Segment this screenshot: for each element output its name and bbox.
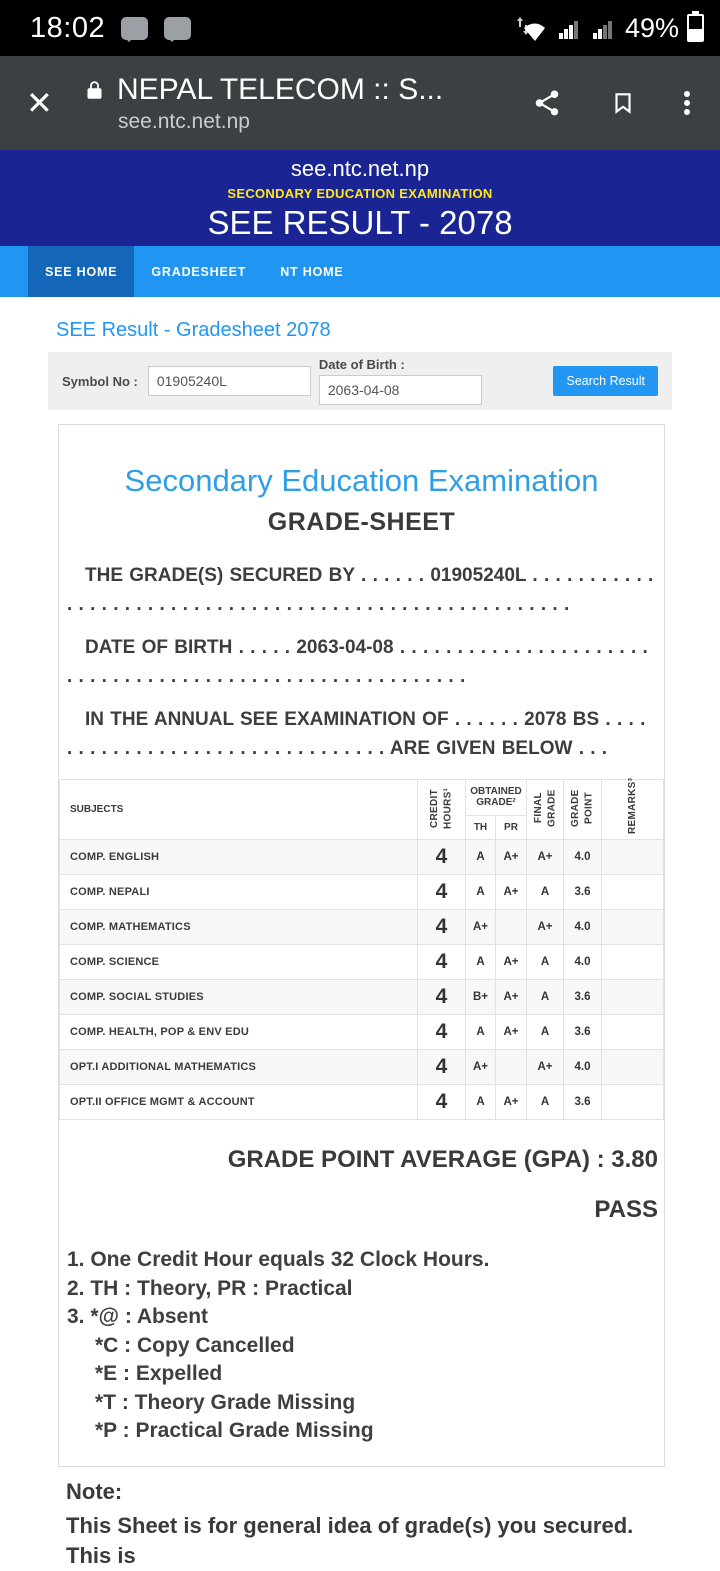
- bookmark-icon[interactable]: [610, 87, 636, 119]
- legend-notes: [59, 1246, 664, 1446]
- grade-point-cell: 4.0: [564, 910, 602, 945]
- secured-by-line: THE GRADE(S) SECURED BY . . . . . . 01905240L . . . . . . . . . . . . . . . . . . . . . . . . . . . . . . . . . . . . . . . . . . . . . . . . . . . . . . .: [67, 565, 654, 615]
- credit-cell: 4: [418, 1085, 466, 1120]
- pr-grade-cell: [496, 1050, 527, 1085]
- final-grade-cell: A: [527, 1085, 564, 1120]
- wifi-icon: [513, 15, 547, 42]
- dob-input[interactable]: [319, 375, 482, 405]
- remarks-cell: [602, 1050, 664, 1085]
- site-tagline: SECONDARY EDUCATION EXAMINATION: [227, 186, 493, 201]
- pr-grade-cell: A+: [496, 875, 527, 910]
- subject-cell: COMP. NEPALI: [60, 875, 418, 910]
- grade-point-cell: 4.0: [564, 945, 602, 980]
- credit-cell: 4: [418, 910, 466, 945]
- table-row: [60, 1050, 664, 1085]
- footer-note: [58, 1479, 665, 1571]
- final-grade-cell: A: [527, 980, 564, 1015]
- page-heading-link[interactable]: SEE Result - Gradesheet 2078: [56, 319, 331, 341]
- pr-grade-cell: [496, 910, 527, 945]
- site-domain: see.ntc.net.np: [290, 156, 430, 181]
- col-header-final-grade: FINAL GRADE: [527, 780, 564, 840]
- note-line: 1. One Credit Hour equals 32 Clock Hours.: [67, 1248, 490, 1271]
- final-grade-cell: A: [527, 875, 564, 910]
- gpa-line: GRADE POINT AVERAGE (GPA) : 3.80: [227, 1146, 658, 1173]
- subject-cell: COMP. SOCIAL STUDIES: [60, 980, 418, 1015]
- lock-icon: [84, 77, 105, 103]
- table-row: [60, 875, 664, 910]
- th-grade-cell: A: [466, 840, 496, 875]
- grade-point-cell: 3.6: [564, 1085, 602, 1120]
- browser-page-title: NEPAL TELECOM :: S...: [117, 72, 444, 106]
- gradesheet-card: [58, 424, 665, 1467]
- note-text: This Sheet is for general idea of grade(s) you secured. This is: [66, 1512, 634, 1568]
- site-header: [0, 150, 720, 246]
- final-grade-cell: A: [527, 1015, 564, 1050]
- credit-cell: 4: [418, 1015, 466, 1050]
- nav-tab-nt-home[interactable]: NT HOME: [280, 264, 344, 279]
- grade-point-cell: 3.6: [564, 980, 602, 1015]
- remarks-cell: [602, 840, 664, 875]
- credit-cell: 4: [418, 840, 466, 875]
- table-row: [60, 980, 664, 1015]
- nav-tab-gradesheet[interactable]: GRADESHEET: [151, 264, 247, 279]
- subject-cell: COMP. ENGLISH: [60, 840, 418, 875]
- col-header-subjects: SUBJECTS: [60, 780, 418, 840]
- th-grade-cell: B+: [466, 980, 496, 1015]
- pr-grade-cell: A+: [496, 840, 527, 875]
- th-grade-cell: A: [466, 875, 496, 910]
- exam-line: IN THE ANNUAL SEE EXAMINATION OF . . . . . . 2078 BS . . . . . . . . . . . . . . . . . . . . . . . . . . . . . . . . ARE GIVEN BELOW . . .: [67, 709, 646, 759]
- credit-cell: 4: [418, 945, 466, 980]
- grades-table: [59, 779, 664, 1120]
- message-icon: [121, 17, 148, 40]
- note-label: Note:: [66, 1478, 123, 1504]
- battery-icon: [687, 14, 704, 42]
- th-grade-cell: A+: [466, 1050, 496, 1085]
- page-title-block[interactable]: [84, 73, 484, 134]
- th-grade-cell: A: [466, 1015, 496, 1050]
- pr-grade-cell: A+: [496, 1015, 527, 1050]
- note-line: *P : Practical Grade Missing: [95, 1419, 374, 1442]
- credit-cell: 4: [418, 1050, 466, 1085]
- cell-signal-icon: [591, 15, 615, 41]
- note-line: *T : Theory Grade Missing: [95, 1390, 356, 1414]
- note-line: 3. *@ : Absent: [67, 1305, 209, 1328]
- search-result-button[interactable]: Search Result: [553, 366, 658, 396]
- site-title: SEE RESULT - 2078: [207, 204, 513, 241]
- col-header-credit-hours: CREDIT HOURS¹: [418, 780, 466, 840]
- th-grade-cell: A: [466, 945, 496, 980]
- col-header-obtained-grade: OBTAINED GRADE²: [466, 780, 527, 816]
- subject-cell: COMP. SCIENCE: [60, 945, 418, 980]
- credit-cell: 4: [418, 875, 466, 910]
- note-line: *E : Expelled: [95, 1362, 223, 1385]
- subject-cell: OPT.I ADDITIONAL MATHEMATICS: [60, 1050, 418, 1085]
- gradesheet-subtitle: GRADE-SHEET: [267, 508, 456, 536]
- symbol-no-input[interactable]: [148, 366, 311, 396]
- cell-signal-icon: [557, 15, 581, 41]
- credit-cell: 4: [418, 980, 466, 1015]
- subject-cell: COMP. MATHEMATICS: [60, 910, 418, 945]
- close-icon[interactable]: ✕: [26, 85, 53, 121]
- table-row: [60, 840, 664, 875]
- col-header-grade-point: GRADE POINT: [564, 780, 602, 840]
- grade-point-cell: 4.0: [564, 840, 602, 875]
- subject-cell: OPT.II OFFICE MGMT & ACCOUNT: [60, 1085, 418, 1120]
- th-grade-cell: A+: [466, 910, 496, 945]
- final-grade-cell: A+: [527, 1050, 564, 1085]
- dob-line: DATE OF BIRTH . . . . . 2063-04-08 . . . . . . . . . . . . . . . . . . . . . . . . . . . . . . . . . . . . . . . . . . . . . . . . . . . . . . . . .: [67, 637, 648, 687]
- message-icon: [164, 17, 191, 40]
- remarks-cell: [602, 1085, 664, 1120]
- remarks-cell: [602, 945, 664, 980]
- grade-point-cell: 3.6: [564, 1015, 602, 1050]
- remarks-cell: [602, 875, 664, 910]
- remarks-cell: [602, 980, 664, 1015]
- pr-grade-cell: A+: [496, 980, 527, 1015]
- battery-percent: 49%: [624, 12, 679, 43]
- status-bar: [0, 0, 720, 56]
- gradesheet-title: Secondary Education Examination: [124, 463, 599, 498]
- final-grade-cell: A+: [527, 840, 564, 875]
- final-grade-cell: A+: [527, 910, 564, 945]
- nav-tab-see-home[interactable]: SEE HOME: [28, 246, 134, 297]
- table-row: [60, 1015, 664, 1050]
- symbol-no-label: Symbol No :: [62, 373, 138, 389]
- pr-grade-cell: A+: [496, 945, 527, 980]
- note-line: *C : Copy Cancelled: [95, 1333, 295, 1357]
- col-header-pr: PR: [496, 815, 527, 839]
- remarks-cell: [602, 1015, 664, 1050]
- dob-group: [319, 357, 482, 405]
- pr-grade-cell: A+: [496, 1085, 527, 1120]
- result-status: PASS: [594, 1196, 658, 1223]
- table-row: [60, 1085, 664, 1120]
- col-header-th: TH: [466, 815, 496, 839]
- share-icon[interactable]: [532, 87, 562, 119]
- table-row: [60, 910, 664, 945]
- note-line: 2. TH : Theory, PR : Practical: [67, 1276, 353, 1300]
- browser-toolbar: [0, 56, 720, 150]
- grade-point-cell: 4.0: [564, 1050, 602, 1085]
- subject-cell: COMP. HEALTH, POP & ENV EDU: [60, 1015, 418, 1050]
- main-nav: [0, 246, 720, 297]
- remarks-cell: [602, 910, 664, 945]
- clock: 18:02: [30, 11, 106, 44]
- col-header-remarks: REMARKS³: [602, 780, 664, 840]
- dob-label: Date of Birth :: [318, 357, 405, 372]
- browser-url: see.ntc.net.np: [118, 109, 250, 133]
- search-form: [48, 352, 672, 410]
- final-grade-cell: A: [527, 945, 564, 980]
- th-grade-cell: A: [466, 1085, 496, 1120]
- grade-point-cell: 3.6: [564, 875, 602, 910]
- page-content: [0, 319, 720, 1571]
- menu-icon[interactable]: [684, 88, 690, 118]
- table-row: [60, 945, 664, 980]
